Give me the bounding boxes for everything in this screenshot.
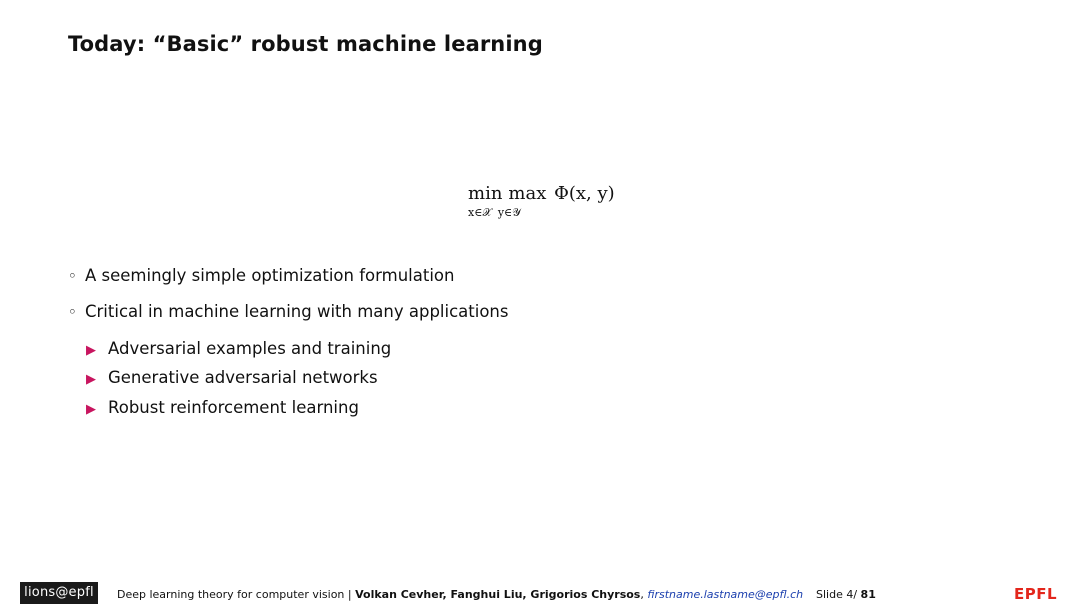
formula-min: min [468,183,503,204]
circle-bullet-icon: ◦ [68,303,77,321]
formula-max: max [508,183,547,204]
separator: , [640,588,648,601]
bullet-text: Critical in machine learning with many applications [85,302,509,321]
triangle-bullet-icon: ▶ [86,343,96,358]
circle-bullet-icon: ◦ [68,267,77,285]
lions-logo: lions@epfl [20,582,98,604]
sub-list-item [86,339,391,358]
footer-credits [117,588,803,601]
email-link[interactable]: firstname.lastname@epfl.ch [647,588,804,601]
slide-number [816,588,876,601]
list-item [68,302,508,321]
slide-total: 81 [860,588,876,601]
slide-title: Today: “Basic” robust machine learning [68,32,543,56]
authors: Volkan Cevher, Fanghui Liu, Grigorios Chyrsos [355,588,641,601]
sub-bullet-text: Generative adversarial networks [108,368,378,387]
triangle-bullet-icon: ▶ [86,372,96,387]
slide-footer [0,580,1080,608]
formula-objective: Φ(x, y) [554,183,615,204]
sub-list-item [86,398,359,417]
course-name: Deep learning theory for computer vision | [117,588,356,601]
bullet-text: A seemingly simple optimization formulation [85,266,455,285]
sub-bullet-text: Robust reinforcement learning [108,398,359,417]
list-item [68,266,454,285]
triangle-bullet-icon: ▶ [86,402,96,417]
sub-bullet-text: Adversarial examples and training [108,339,392,358]
formula-sub-y: y∈𝒴 [497,206,521,219]
epfl-logo: EPFL [1014,585,1058,603]
sub-list-item [86,368,378,387]
formula-sub-x: x∈𝒳 [468,206,492,219]
slide-label: Slide 4/ [816,588,861,601]
